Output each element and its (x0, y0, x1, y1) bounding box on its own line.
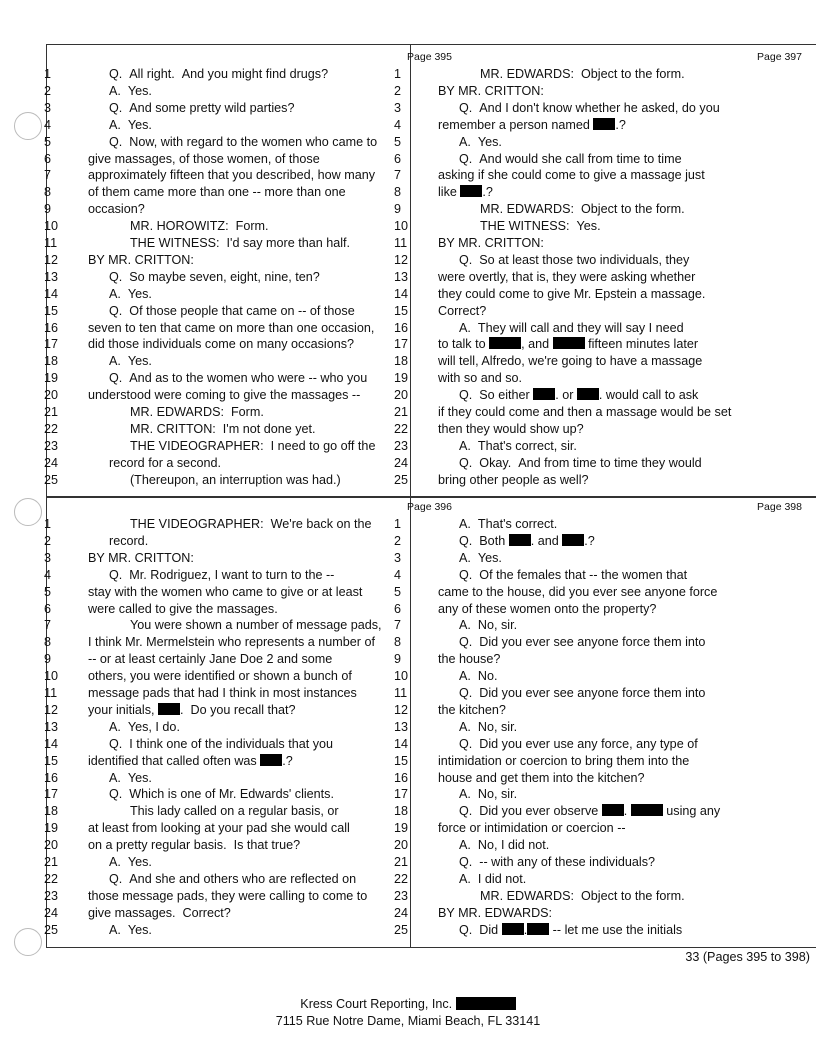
redaction-block (158, 703, 180, 715)
line-text: MR. CRITTON: I'm not done yet. (88, 421, 316, 436)
line-text: like .? (438, 185, 493, 200)
line-number: 12 (394, 702, 409, 717)
line-number: 6 (394, 601, 402, 616)
line-number: 18 (394, 804, 409, 819)
line-number: 6 (44, 151, 52, 166)
line-number: 4 (44, 117, 52, 132)
line-number: 25 (394, 922, 409, 937)
line-number: 11 (394, 686, 408, 700)
line-number: 17 (44, 337, 59, 352)
line-number: 3 (394, 550, 402, 565)
line-text: You were shown a number of message pads, (88, 618, 382, 633)
line-text: others, you were identified or shown a bunch of (88, 669, 352, 684)
redaction-block (593, 118, 615, 130)
line-text: stay with the women who came to give or at least (88, 584, 363, 599)
redaction-block (577, 388, 599, 400)
line-number: 2 (44, 83, 52, 98)
line-text: came to the house, did you ever see anyone force (438, 584, 718, 599)
line-number: 15 (394, 753, 409, 768)
line-number: 7 (44, 168, 52, 183)
line-text: MR. HOROWITZ: Form. (88, 219, 269, 234)
line-number: 24 (44, 455, 59, 470)
line-text: A. Yes. (438, 134, 502, 149)
line-number: 23 (394, 888, 409, 903)
line-text: at least from looking at your pad she would call (88, 821, 350, 836)
line-number: 23 (394, 438, 409, 453)
line-number: 12 (394, 252, 409, 267)
line-text: house and get them into the kitchen? (438, 770, 645, 785)
line-number: 24 (44, 905, 59, 920)
line-text: seven to ten that came on more than one occasion, (88, 320, 375, 335)
redaction-block (533, 388, 555, 400)
line-number: 21 (44, 405, 59, 419)
line-number: 12 (44, 252, 59, 267)
line-text: record. (88, 533, 149, 548)
line-number: 14 (394, 286, 409, 301)
punch-hole (14, 112, 42, 140)
line-number: 8 (44, 635, 52, 650)
redaction-block (260, 754, 282, 766)
line-text: if they could come and then a massage would be set (438, 405, 732, 419)
line-number: 17 (394, 337, 409, 352)
line-text: the house? (438, 652, 501, 667)
line-number: 21 (394, 855, 409, 869)
line-text: bring other people as well? (438, 472, 589, 487)
line-text: approximately fifteen that you described, how many (88, 168, 376, 183)
line-text: Q. Both . and .? (438, 533, 595, 548)
line-text: Q. Did you ever see anyone force them into (438, 686, 706, 700)
line-text: A. Yes. (88, 354, 152, 369)
line-text: A. No. (438, 669, 498, 684)
line-number: 15 (44, 753, 59, 768)
line-number: 20 (44, 838, 59, 853)
footer-company (0, 997, 816, 1011)
line-number: 16 (44, 320, 59, 335)
line-number: 3 (44, 550, 52, 565)
line-text: A. Yes. (438, 550, 502, 565)
line-text: A. Yes. (88, 117, 152, 132)
page-summary: 33 (Pages 395 to 398) (685, 950, 810, 964)
line-text: understood were coming to give the massages -- (88, 388, 361, 403)
line-text: those message pads, they were calling to come to (88, 888, 368, 903)
line-number: 15 (44, 303, 59, 318)
line-text: Q. And she and others who are reflected on (88, 871, 357, 886)
line-text: A. They will call and they will say I need (438, 320, 684, 335)
line-text: Q. Did you ever see anyone force them into (438, 635, 706, 650)
line-text: Q. So at least those two individuals, they (438, 252, 690, 267)
line-text: remember a person named .? (438, 117, 626, 132)
line-text: A. I did not. (438, 871, 527, 886)
line-text: THE WITNESS: Yes. (438, 219, 601, 234)
redaction-block (460, 185, 482, 197)
redaction-block (562, 534, 584, 546)
line-text: BY MR. CRITTON: (88, 252, 194, 267)
line-number: 24 (394, 455, 409, 470)
line-number: 4 (394, 567, 402, 582)
line-text: Q. Of the females that -- the women that (438, 567, 688, 582)
line-number: 22 (44, 871, 59, 886)
line-number: 18 (394, 354, 409, 369)
line-text: Q. All right. And you might find drugs? (88, 67, 329, 81)
line-number: 14 (44, 736, 59, 751)
line-text: Q. And some pretty wild parties? (88, 100, 295, 115)
line-text: Q. Did you ever observe . using any (438, 804, 721, 819)
line-number: 4 (394, 117, 402, 132)
line-text: Q. And would she call from time to time (438, 151, 682, 166)
redaction-block (502, 923, 524, 935)
line-number: 4 (44, 567, 52, 582)
line-text: the kitchen? (438, 702, 506, 717)
line-text: A. That's correct. (438, 517, 558, 531)
line-number: 5 (44, 134, 52, 149)
redaction-block (631, 804, 663, 816)
line-number: 22 (44, 421, 59, 436)
line-number: 11 (44, 686, 58, 700)
line-text: A. That's correct, sir. (438, 438, 577, 453)
line-number: 23 (44, 438, 59, 453)
line-number: 8 (394, 185, 402, 200)
redaction-block (509, 534, 531, 546)
line-number: 16 (394, 770, 409, 785)
page-label: Page 396 (407, 501, 452, 513)
line-text: will tell, Alfredo, we're going to have a massage (438, 354, 703, 369)
line-number: 18 (44, 354, 59, 369)
line-number: 2 (44, 533, 52, 548)
line-number: 20 (394, 838, 409, 853)
line-text: Q. Mr. Rodriguez, I want to turn to the -- (88, 567, 335, 582)
line-text: Q. Which is one of Mr. Edwards' clients. (88, 787, 334, 802)
line-number: 25 (44, 922, 59, 937)
line-text: MR. EDWARDS: Object to the form. (438, 888, 685, 903)
line-number: 9 (44, 202, 52, 217)
line-number: 13 (44, 719, 59, 734)
line-number: 7 (394, 168, 402, 183)
line-text: MR. EDWARDS: Form. (88, 405, 264, 419)
row-divider (46, 496, 816, 498)
redaction-block (527, 923, 549, 935)
line-number: 19 (394, 371, 409, 386)
line-text: then they would show up? (438, 421, 584, 436)
line-number: 6 (394, 151, 402, 166)
line-text: identified that called often was .? (88, 753, 293, 768)
line-text: Q. Did you ever use any force, any type of (438, 736, 698, 751)
line-text: -- or at least certainly Jane Doe 2 and some (88, 652, 333, 667)
redaction-block (602, 804, 624, 816)
line-number: 23 (44, 888, 59, 903)
line-text: give massages. Correct? (88, 905, 231, 920)
line-number: 17 (44, 787, 59, 802)
line-number: 6 (44, 601, 52, 616)
line-text: any of these women onto the property? (438, 601, 657, 616)
line-text: BY MR. CRITTON: (438, 236, 544, 250)
line-text: A. Yes. (88, 286, 152, 301)
line-number: 7 (394, 618, 402, 633)
line-text: to talk to , and fifteen minutes later (438, 337, 699, 352)
line-text: with so and so. (438, 371, 523, 386)
line-text: Q. So maybe seven, eight, nine, ten? (88, 269, 320, 284)
line-text: BY MR. EDWARDS: (438, 905, 553, 920)
line-text: THE VIDEOGRAPHER: I need to go off the (88, 438, 376, 453)
line-text: Q. Did . -- let me use the initials (438, 922, 683, 937)
line-text: were overtly, that is, they were asking whether (438, 269, 696, 284)
line-number: 15 (394, 303, 409, 318)
line-text: give massages, of those women, of those (88, 151, 320, 166)
line-number: 3 (44, 100, 52, 115)
line-number: 3 (394, 100, 402, 115)
line-text: Q. I think one of the individuals that you (88, 736, 334, 751)
line-number: 9 (394, 202, 402, 217)
line-text: A. Yes. (88, 770, 152, 785)
line-number: 14 (394, 736, 409, 751)
line-number: 10 (394, 219, 409, 234)
line-number: 20 (44, 388, 59, 403)
line-number: 2 (394, 533, 402, 548)
line-number: 8 (44, 185, 52, 200)
line-text: Q. And I don't know whether he asked, do you (438, 100, 720, 115)
line-number: 5 (394, 584, 402, 599)
line-number: 19 (44, 371, 59, 386)
line-text: on a pretty regular basis. Is that true? (88, 838, 301, 853)
line-number: 8 (394, 635, 402, 650)
line-text: I think Mr. Mermelstein who represents a number of (88, 635, 375, 650)
line-text: Q. Okay. And from time to time they would (438, 455, 702, 470)
line-text: intimidation or coercion to bring them into the (438, 753, 690, 768)
line-number: 19 (44, 821, 59, 836)
page-label: Page 397 (757, 51, 802, 63)
line-number: 13 (44, 269, 59, 284)
line-number: 11 (394, 236, 408, 250)
line-number: 10 (44, 669, 59, 684)
line-text: Q. So either . or . would call to ask (438, 388, 699, 403)
line-text: they could come to give Mr. Epstein a massage. (438, 286, 706, 301)
page-label: Page 395 (407, 51, 452, 63)
line-number: 10 (394, 669, 409, 684)
line-text: A. Yes. (88, 855, 152, 869)
line-text: MR. EDWARDS: Object to the form. (438, 202, 685, 217)
line-text: Q. Now, with regard to the women who came to (88, 134, 378, 149)
line-text: MR. EDWARDS: Object to the form. (438, 67, 685, 81)
line-text: A. No, sir. (438, 618, 518, 633)
line-number: 9 (44, 652, 52, 667)
redaction-block (489, 337, 521, 349)
line-text: Q. Of those people that came on -- of those (88, 303, 355, 318)
line-text: message pads that had I think in most instances (88, 686, 357, 700)
line-number: 14 (44, 286, 59, 301)
line-number: 5 (44, 584, 52, 599)
redaction-block (553, 337, 585, 349)
line-text: BY MR. CRITTON: (88, 550, 194, 565)
line-text: of them came more than one -- more than one (88, 185, 346, 200)
line-number: 7 (44, 618, 52, 633)
line-number: 16 (394, 320, 409, 335)
line-text: A. No, I did not. (438, 838, 550, 853)
line-number: 22 (394, 421, 409, 436)
line-number: 16 (44, 770, 59, 785)
line-text: A. Yes. (88, 922, 152, 937)
line-number: 11 (44, 236, 58, 250)
line-number: 22 (394, 871, 409, 886)
line-text: THE VIDEOGRAPHER: We're back on the (88, 517, 372, 531)
line-text: (Thereupon, an interruption was had.) (88, 472, 341, 487)
redaction-block (456, 997, 516, 1010)
line-number: 1 (394, 517, 402, 531)
line-text: Q. And as to the women who were -- who you (88, 371, 368, 386)
line-text: A. Yes, I do. (88, 719, 180, 734)
line-text: This lady called on a regular basis, or (88, 804, 339, 819)
line-number: 2 (394, 83, 402, 98)
line-number: 25 (394, 472, 409, 487)
line-text: A. No, sir. (438, 787, 518, 802)
line-text: Q. -- with any of these individuals? (438, 855, 655, 869)
line-number: 12 (44, 702, 59, 717)
line-number: 19 (394, 821, 409, 836)
line-text: occasion? (88, 202, 145, 217)
line-text: record for a second. (88, 455, 221, 470)
punch-hole (14, 928, 42, 956)
page-label: Page 398 (757, 501, 802, 513)
line-number: 13 (394, 719, 409, 734)
punch-hole (14, 498, 42, 526)
line-number: 24 (394, 905, 409, 920)
line-number: 1 (44, 517, 52, 531)
line-text: did those individuals come on many occasions? (88, 337, 355, 352)
line-text: asking if she could come to give a massage just (438, 168, 705, 183)
line-number: 25 (44, 472, 59, 487)
line-number: 1 (394, 67, 402, 81)
line-text: were called to give the massages. (88, 601, 278, 616)
line-text: THE WITNESS: I'd say more than half. (88, 236, 351, 250)
line-text: your initials, . Do you recall that? (88, 702, 296, 717)
line-text: force or intimidation or coercion -- (438, 821, 626, 836)
line-number: 17 (394, 787, 409, 802)
company-name: Kress Court Reporting, Inc. (300, 997, 453, 1011)
line-text: BY MR. CRITTON: (438, 83, 544, 98)
line-number: 21 (394, 405, 409, 419)
line-number: 10 (44, 219, 59, 234)
line-number: 5 (394, 134, 402, 149)
line-text: A. No, sir. (438, 719, 518, 734)
line-number: 13 (394, 269, 409, 284)
line-number: 18 (44, 804, 59, 819)
line-number: 21 (44, 855, 59, 869)
footer-address: 7115 Rue Notre Dame, Miami Beach, FL 33141 (275, 1014, 541, 1028)
line-text: A. Yes. (88, 83, 152, 98)
line-number: 1 (44, 67, 52, 81)
line-number: 20 (394, 388, 409, 403)
line-text: Correct? (438, 303, 487, 318)
line-number: 9 (394, 652, 402, 667)
